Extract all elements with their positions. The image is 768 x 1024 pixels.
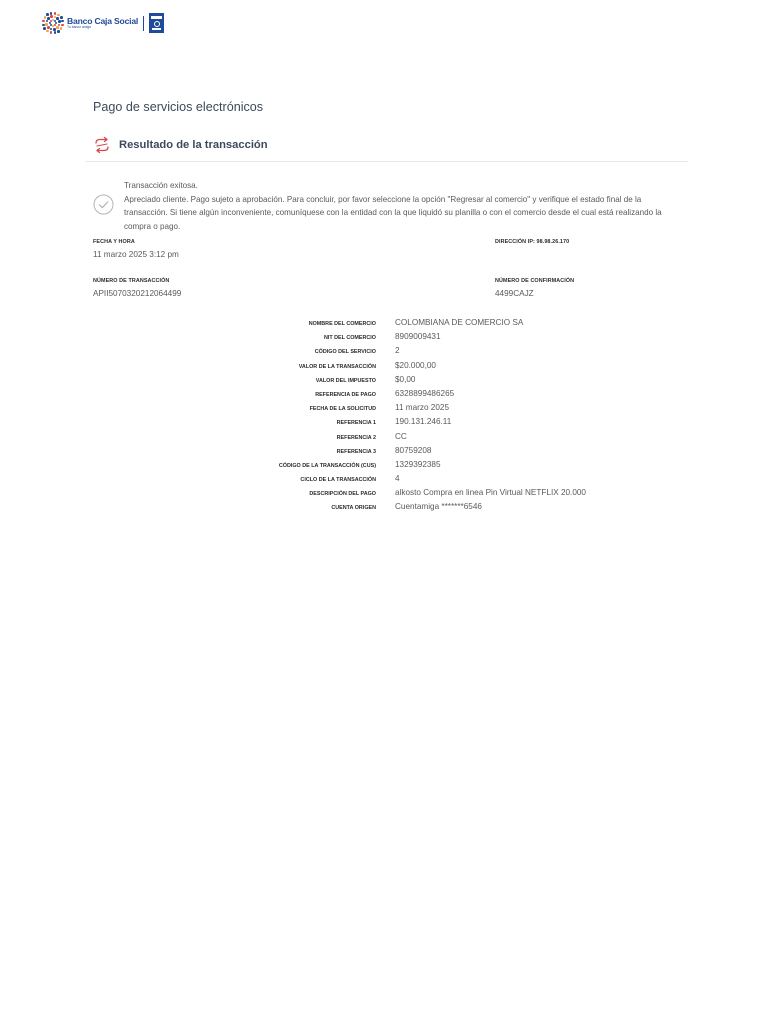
- detail-label: VALOR DEL IMPUESTO: [315, 377, 376, 384]
- detail-value: 4: [395, 474, 400, 484]
- detail-row: [0, 375, 768, 389]
- detail-row: [0, 318, 768, 332]
- confirmacion-label: NÚMERO DE CONFIRMACIÓN: [495, 278, 575, 284]
- status-title: Transacción exitosa.: [124, 181, 198, 190]
- detail-value: 2: [395, 346, 400, 356]
- detail-value: Cuentamiga *******6546: [395, 502, 482, 512]
- detail-value: alkosto Compra en linea Pin Virtual NETFLIX 20.000: [395, 488, 586, 498]
- detail-row: [0, 417, 768, 431]
- brand-logo: [42, 12, 164, 34]
- detail-label: DESCRIPCIÓN DEL PAGO: [309, 491, 376, 498]
- detail-value: 6328899486265: [395, 388, 455, 398]
- detail-label: FECHA DE LA SOLICITUD: [309, 406, 376, 413]
- detail-label: CUENTA ORIGEN: [331, 505, 376, 512]
- detail-row: [0, 502, 768, 516]
- detail-label: REFERENCIA 1: [336, 420, 376, 427]
- detail-value: 190.131.246.11: [395, 417, 452, 427]
- ip-label: DIRECCIÓN IP: 98.98.26.170: [495, 239, 570, 245]
- brand-name: Banco Caja Social: [67, 15, 139, 26]
- detail-row: [0, 346, 768, 360]
- brand-tagline: Tu banco amigo: [67, 25, 92, 30]
- detail-label: CÓDIGO DEL SERVICIO: [314, 349, 376, 356]
- detail-value: CC: [395, 431, 407, 441]
- detail-label: CÓDIGO DE LA TRANSACCIÓN (CUS): [278, 462, 376, 469]
- detail-label: REFERENCIA 2: [336, 434, 376, 441]
- check-circle-icon: [93, 194, 114, 215]
- transaction-details: [0, 318, 768, 517]
- fundacion-badge-icon: [149, 13, 164, 33]
- detail-value: 1329392385: [395, 459, 441, 469]
- transaccion-label: NÚMERO DE TRANSACCIÓN: [93, 278, 170, 284]
- detail-row: [0, 361, 768, 375]
- detail-value: 11 marzo 2025: [395, 403, 450, 413]
- fecha-label: FECHA Y HORA: [93, 239, 135, 245]
- detail-row: [0, 488, 768, 502]
- bank-logo-icon: [42, 12, 64, 34]
- detail-value: 8909009431: [395, 332, 441, 342]
- confirmacion-value: 4499CAJZ: [495, 289, 534, 298]
- detail-value: $20.000,00: [395, 360, 436, 370]
- section-divider: [86, 161, 688, 162]
- detail-value: COLOMBIANA DE COMERCIO SA: [395, 318, 524, 327]
- detail-label: VALOR DE LA TRANSACCIÓN: [298, 363, 376, 370]
- detail-row: [0, 332, 768, 346]
- page-title: Pago de servicios electrónicos: [93, 100, 264, 114]
- status-message-block: [124, 179, 680, 233]
- detail-row: [0, 403, 768, 417]
- transaccion-value: APII5070320212064499: [93, 289, 182, 298]
- status-message: Apreciado cliente. Pago sujeto a aprobación. Para concluir, por favor seleccione la opción "Regresar al comercio" y verifique el estado final de la transacción. Si tiene algún inconveniente, comuníquese con la entidad con la que liquidó su planilla o con el comercio desde el cual está realizando la compra o pago.: [124, 194, 662, 231]
- detail-label: NOMBRE DEL COMERCIO: [308, 321, 376, 327]
- brand-divider: [143, 16, 144, 31]
- detail-label: REFERENCIA DE PAGO: [315, 391, 376, 398]
- detail-row: [0, 460, 768, 474]
- detail-row: [0, 389, 768, 403]
- detail-label: NIT DEL COMERCIO: [323, 335, 376, 342]
- detail-row: [0, 446, 768, 460]
- exchange-arrows-icon: [93, 136, 111, 154]
- detail-label: REFERENCIA 3: [336, 448, 376, 455]
- section-header: [93, 136, 268, 154]
- detail-value: $0,00: [395, 374, 416, 384]
- section-title: Resultado de la transacción: [119, 139, 268, 151]
- detail-label: CICLO DE LA TRANSACCIÓN: [300, 477, 376, 484]
- detail-value: 80759208: [395, 445, 432, 455]
- fecha-value: 11 marzo 2025 3:12 pm: [93, 250, 179, 259]
- detail-row: [0, 432, 768, 446]
- detail-row: [0, 474, 768, 488]
